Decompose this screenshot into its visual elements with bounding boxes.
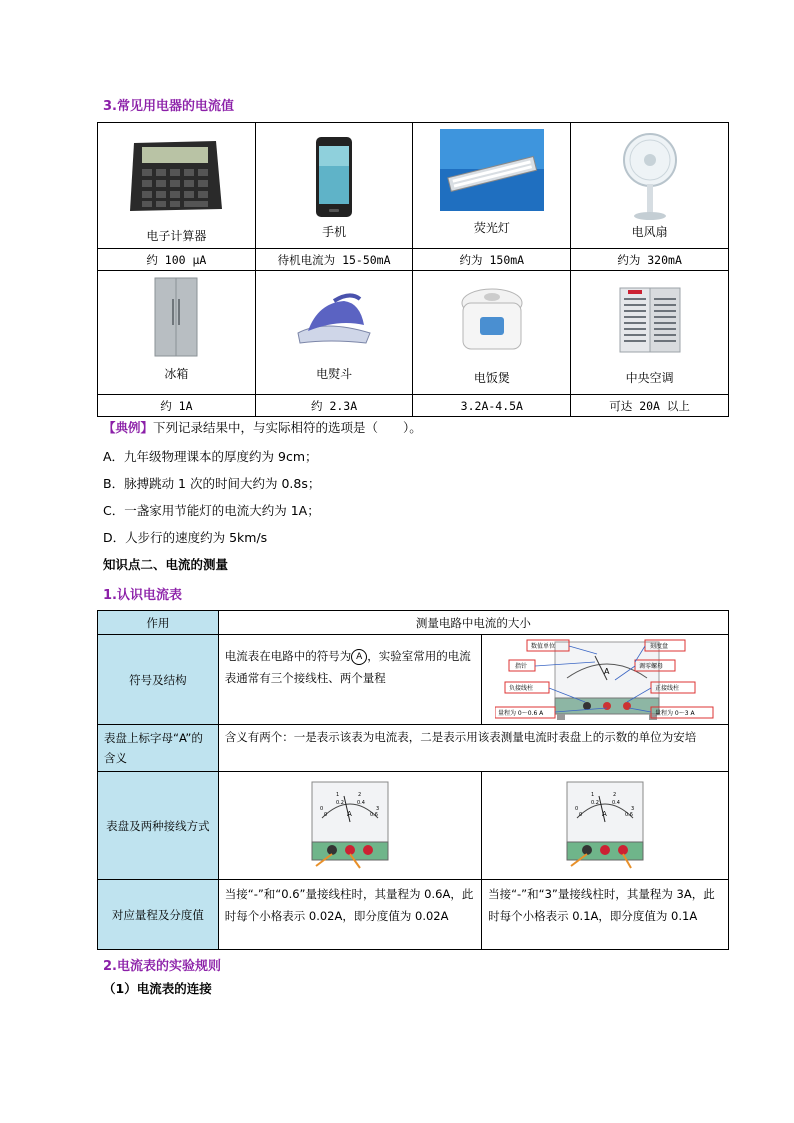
ammeter-dial-cell [218, 772, 481, 880]
dial-letter: A [602, 809, 607, 818]
appliance-current: 约 2.3A [255, 395, 413, 417]
option-b: B．脉搏跳动 1 次的时间大约为 0.8s； [103, 476, 321, 491]
label-pos: 正接线柱 [655, 684, 680, 692]
tick-label: 0 [579, 811, 583, 818]
appliance-name: 冰箱 [164, 367, 189, 381]
subsection-heading: （1）电流表的连接 [103, 981, 212, 996]
rice-cooker-icon [413, 279, 570, 365]
example-question-text: 下列记录结果中，与实际相符的选项是（ ）。 [153, 420, 422, 435]
ammeter-table [97, 610, 729, 950]
appliance-current: 约 1A [98, 395, 256, 417]
ammeter-diagram [495, 638, 715, 722]
ammeter-dial-cell [482, 772, 729, 880]
appliance-cell [413, 123, 571, 249]
appliance-current: 约 100 μA [98, 249, 256, 271]
fan-icon [571, 127, 728, 227]
appliance-cell [98, 123, 256, 249]
appliance-name: 中央空调 [625, 371, 674, 385]
appliance-current-table [97, 122, 729, 417]
dial-letter: A [346, 809, 352, 818]
example-question [103, 420, 422, 436]
row-label: 符号及结构 [98, 635, 219, 725]
appliance-current: 可达 20A 以上 [571, 395, 729, 417]
label-range2: 量程为 0～3 A [655, 709, 695, 717]
structure-text: ，实验室常用的电流表通常有三个接线柱、两个量程 [224, 649, 471, 685]
tick-label: 0.6 [625, 811, 633, 818]
appliance-name: 电饭煲 [473, 371, 510, 385]
label-dial: 刻度盘 [650, 642, 669, 650]
symbol-text: 电流表在电路中的符号为 [224, 649, 352, 663]
tick-label: 2 [613, 791, 617, 798]
ammeter-3-icon [557, 780, 653, 872]
appliance-cell [255, 123, 413, 249]
phone-icon [256, 127, 413, 227]
tick-label: 0 [575, 805, 579, 812]
label-unit: 数值单位 [531, 642, 556, 650]
dial-letter: A [604, 666, 610, 676]
range-right-text: 当接“-”和“3”量接线柱时，其量程为 3A，此时每个小格表示 0.1A，即分度值为 0.1A [482, 880, 729, 950]
row-value: 测量电路中电流的大小 [218, 611, 728, 635]
example-tag: 【典例】 [103, 420, 154, 435]
appliance-cell [98, 271, 256, 395]
tick-label: 0 [323, 811, 328, 818]
row-label: 表盘上标字母“A”的含义 [98, 725, 219, 772]
appliance-cell [255, 271, 413, 395]
tick-label: 0.4 [612, 799, 620, 806]
option-a: A．九年级物理课本的厚度约为 9cm； [103, 449, 318, 464]
tick-label: 0.2 [591, 799, 599, 806]
ammeter-symbol-icon: A [351, 649, 367, 665]
appliance-cell [413, 271, 571, 395]
appliance-cell [571, 123, 729, 249]
appliance-name: 电子计算器 [146, 229, 207, 243]
fridge-icon [98, 277, 255, 357]
range-left-text: 当接“-”和“0.6”量接线柱时，其量程为 0.6A，此时每个小格表示 0.02A，即分度值为 0.02A [218, 880, 481, 950]
row-label: 对应量程及分度值 [98, 880, 219, 950]
appliance-cell [571, 271, 729, 395]
iron-icon [256, 277, 413, 361]
appliance-current: 约为 320mA [571, 249, 729, 271]
tick-label: 1 [335, 791, 340, 798]
tick-label: 3 [631, 805, 635, 812]
ammeter-06-icon [302, 780, 398, 872]
knowledge-heading: 知识点二、电流的测量 [103, 557, 229, 572]
appliance-name: 手机 [322, 225, 347, 239]
fluorescent-lamp-icon [413, 129, 570, 211]
appliance-current: 约为 150mA [413, 249, 571, 271]
tick-label: 0 [319, 805, 324, 812]
label-range1: 量程为 0～0.6 A [498, 709, 544, 717]
appliance-name: 电熨斗 [316, 367, 353, 381]
option-c: C．一盏家用节能灯的电流大约为 1A； [103, 503, 320, 518]
row-label: 表盘及两种接线方式 [98, 772, 219, 880]
appliance-current: 待机电流为 15-50mA [255, 249, 413, 271]
tick-label: 0.6 [369, 811, 378, 818]
calculator-icon [98, 127, 255, 227]
label-pointer: 指针 [515, 662, 528, 670]
row-value: 含义有两个：一是表示该表为电流表，二是表示用该表测量电流时表盘上的示数的单位为安培 [218, 725, 728, 772]
appliance-current: 3.2A-4.5A [413, 395, 571, 417]
option-d: D．人步行的速度约为 5km/s [103, 530, 268, 545]
ammeter-diagram-cell [482, 635, 729, 725]
row-label: 作用 [98, 611, 219, 635]
tick-label: 0.4 [356, 799, 365, 806]
appliance-name: 电风扇 [631, 225, 668, 239]
section-title: 3.常见用电器的电流值 [103, 99, 234, 114]
subsection-title: 1.认识电流表 [103, 588, 182, 603]
tick-label: 0.2 [335, 799, 344, 806]
tick-label: 3 [375, 805, 380, 812]
label-neg: 负接线柱 [509, 684, 534, 692]
label-zero: 调零螺母 [639, 662, 664, 670]
subsection-title: 2.电流表的实验规则 [103, 959, 221, 974]
appliance-name: 荧光灯 [473, 221, 510, 235]
row-value [218, 635, 481, 725]
central-ac-icon [571, 279, 728, 361]
tick-label: 2 [357, 791, 362, 798]
tick-label: 1 [591, 791, 595, 798]
